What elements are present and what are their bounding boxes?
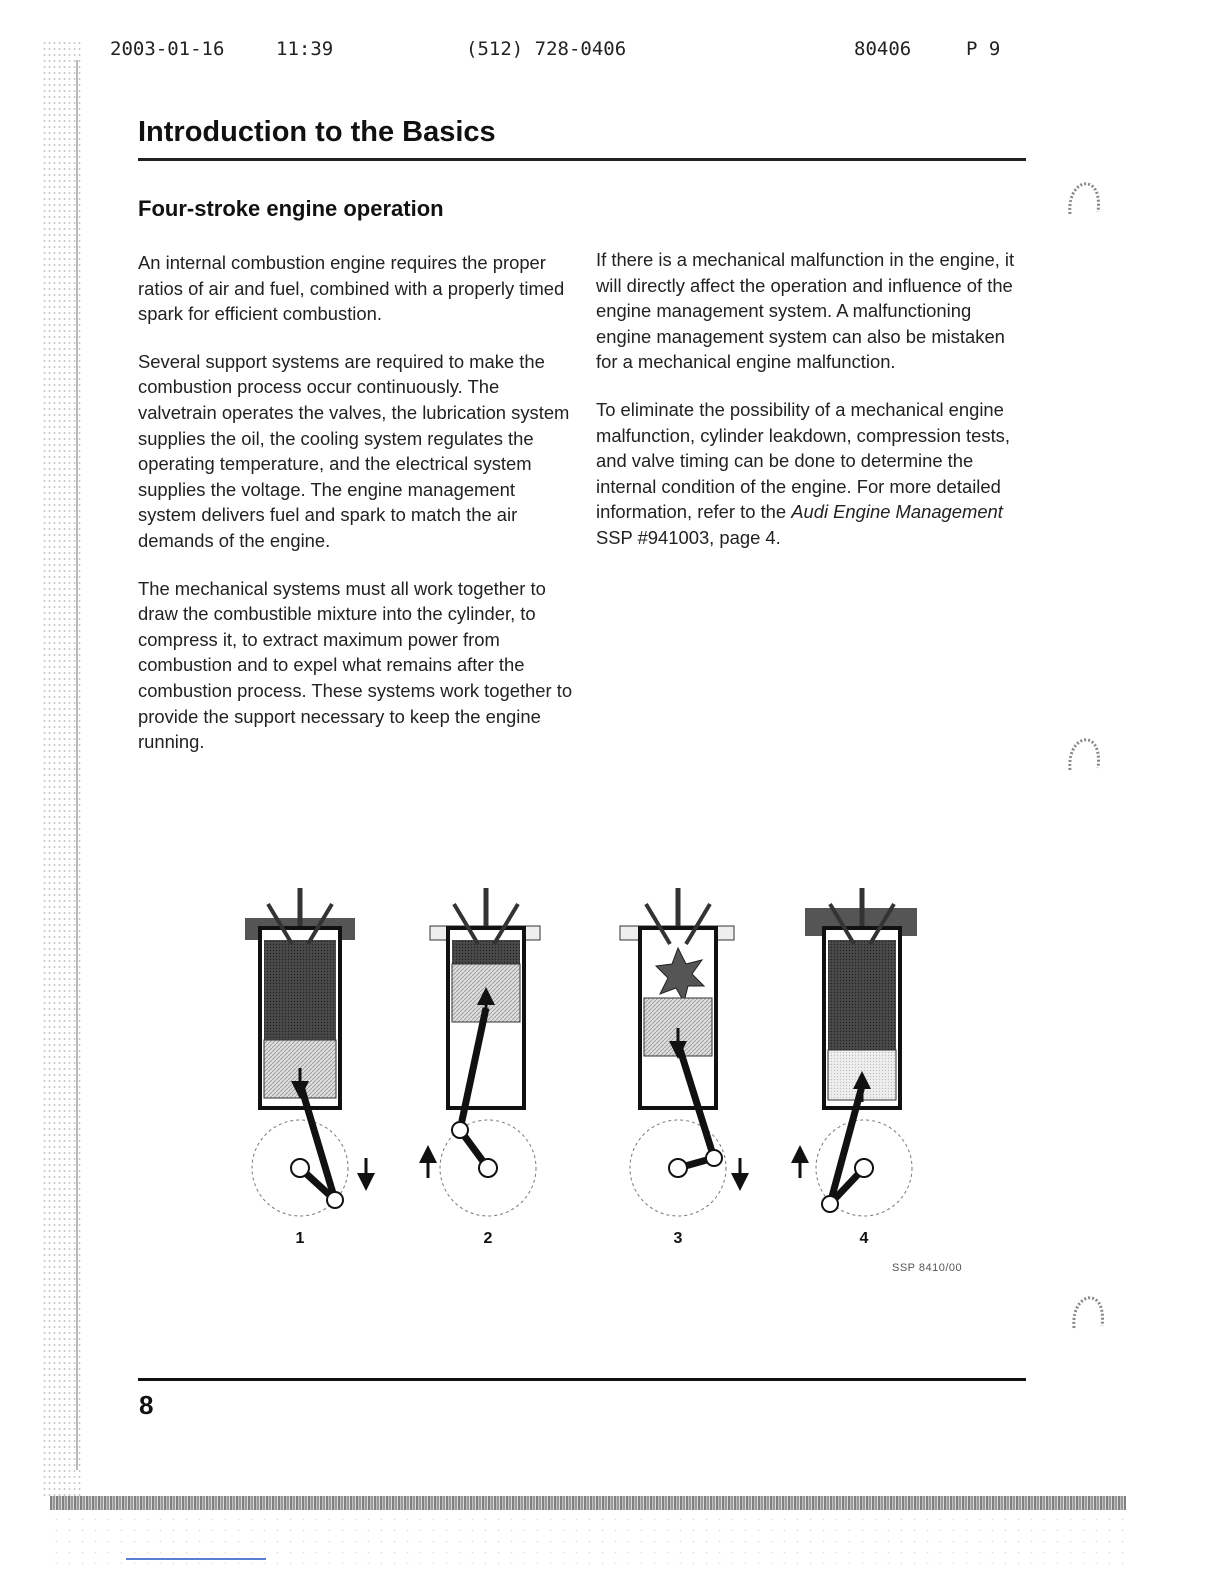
right-paragraph-2	[596, 397, 1026, 551]
blue-underline	[126, 1558, 266, 1560]
title-rule	[138, 158, 1026, 161]
fax-header	[110, 38, 1010, 64]
left-paragraph-1: An internal combustion engine requires the proper ratios of air and fuel, combined with a properly timed spark for efficient combustion.	[138, 252, 565, 325]
four-stroke-diagram	[200, 868, 1000, 1288]
right-column	[596, 247, 1026, 573]
fax-code: 80406	[854, 38, 912, 60]
footer-rule	[138, 1378, 1026, 1381]
right-paragraph-2-end: SSP #941003, page 4.	[596, 526, 781, 548]
scan-noise-bottom	[50, 1496, 1126, 1510]
reference-title: Audi Engine Management	[791, 501, 1003, 523]
page-title: Introduction to the Basics	[138, 116, 496, 148]
page-number: 8	[139, 1390, 154, 1420]
fax-time: 11:39	[276, 38, 334, 60]
right-paragraph-1: If there is a mechanical malfunction in the engine, it will directly affect the operation and influence of the engine management system. A malfunctioning engine management system can also be mistaken for a mechanical engine malfunction.	[596, 249, 1015, 373]
scan-edge-line	[76, 60, 78, 1470]
engine-stroke-1	[245, 888, 366, 1216]
fax-phone: (512) 728-0406	[466, 38, 627, 60]
stroke-label-3: 3	[673, 1230, 683, 1247]
figure-caption: SSP 8410/00	[892, 1262, 963, 1274]
engine-stroke-3	[620, 888, 740, 1216]
section-heading: Four-stroke engine operation	[138, 196, 444, 221]
fax-date: 2003-01-16	[110, 38, 225, 60]
left-column	[138, 250, 574, 777]
binder-ring-mark-icon	[1070, 1290, 1106, 1334]
left-paragraph-2: Several support systems are required to make the combustion process occur continuously. The valvetrain operates the valves, the lubrication system supplies the oil, the cooling system regulates the operating temperature, and the electrical system supplies the voltage. The engine management system delivers fuel and spark to match the air demands of the engine.	[138, 350, 570, 551]
right-paragraph-2-text: To eliminate the possibility of a mechanical engine malfunction, cylinder leakdown, compression tests, and valve timing can be done to determine the internal condition of the engine. For more detailed information, refer to the	[596, 398, 1010, 523]
fax-page: P 9	[966, 38, 1001, 60]
engine-stroke-2	[428, 888, 540, 1216]
stroke-label-1: 1	[295, 1230, 305, 1247]
scan-speckle-bottom	[50, 1514, 1126, 1564]
binder-ring-mark-icon	[1066, 732, 1102, 776]
engine-stroke-4	[800, 888, 917, 1216]
stroke-label-4: 4	[859, 1230, 869, 1247]
stroke-label-2: 2	[483, 1230, 493, 1247]
left-paragraph-3: The mechanical systems must all work together to draw the combustible mixture into the cylinder, to compress it, to extract maximum power from combustion and to expel what remains after the combustion process. These systems work together to provide the support necessary to keep the engine running.	[138, 577, 573, 753]
binder-ring-mark-icon	[1066, 176, 1102, 220]
